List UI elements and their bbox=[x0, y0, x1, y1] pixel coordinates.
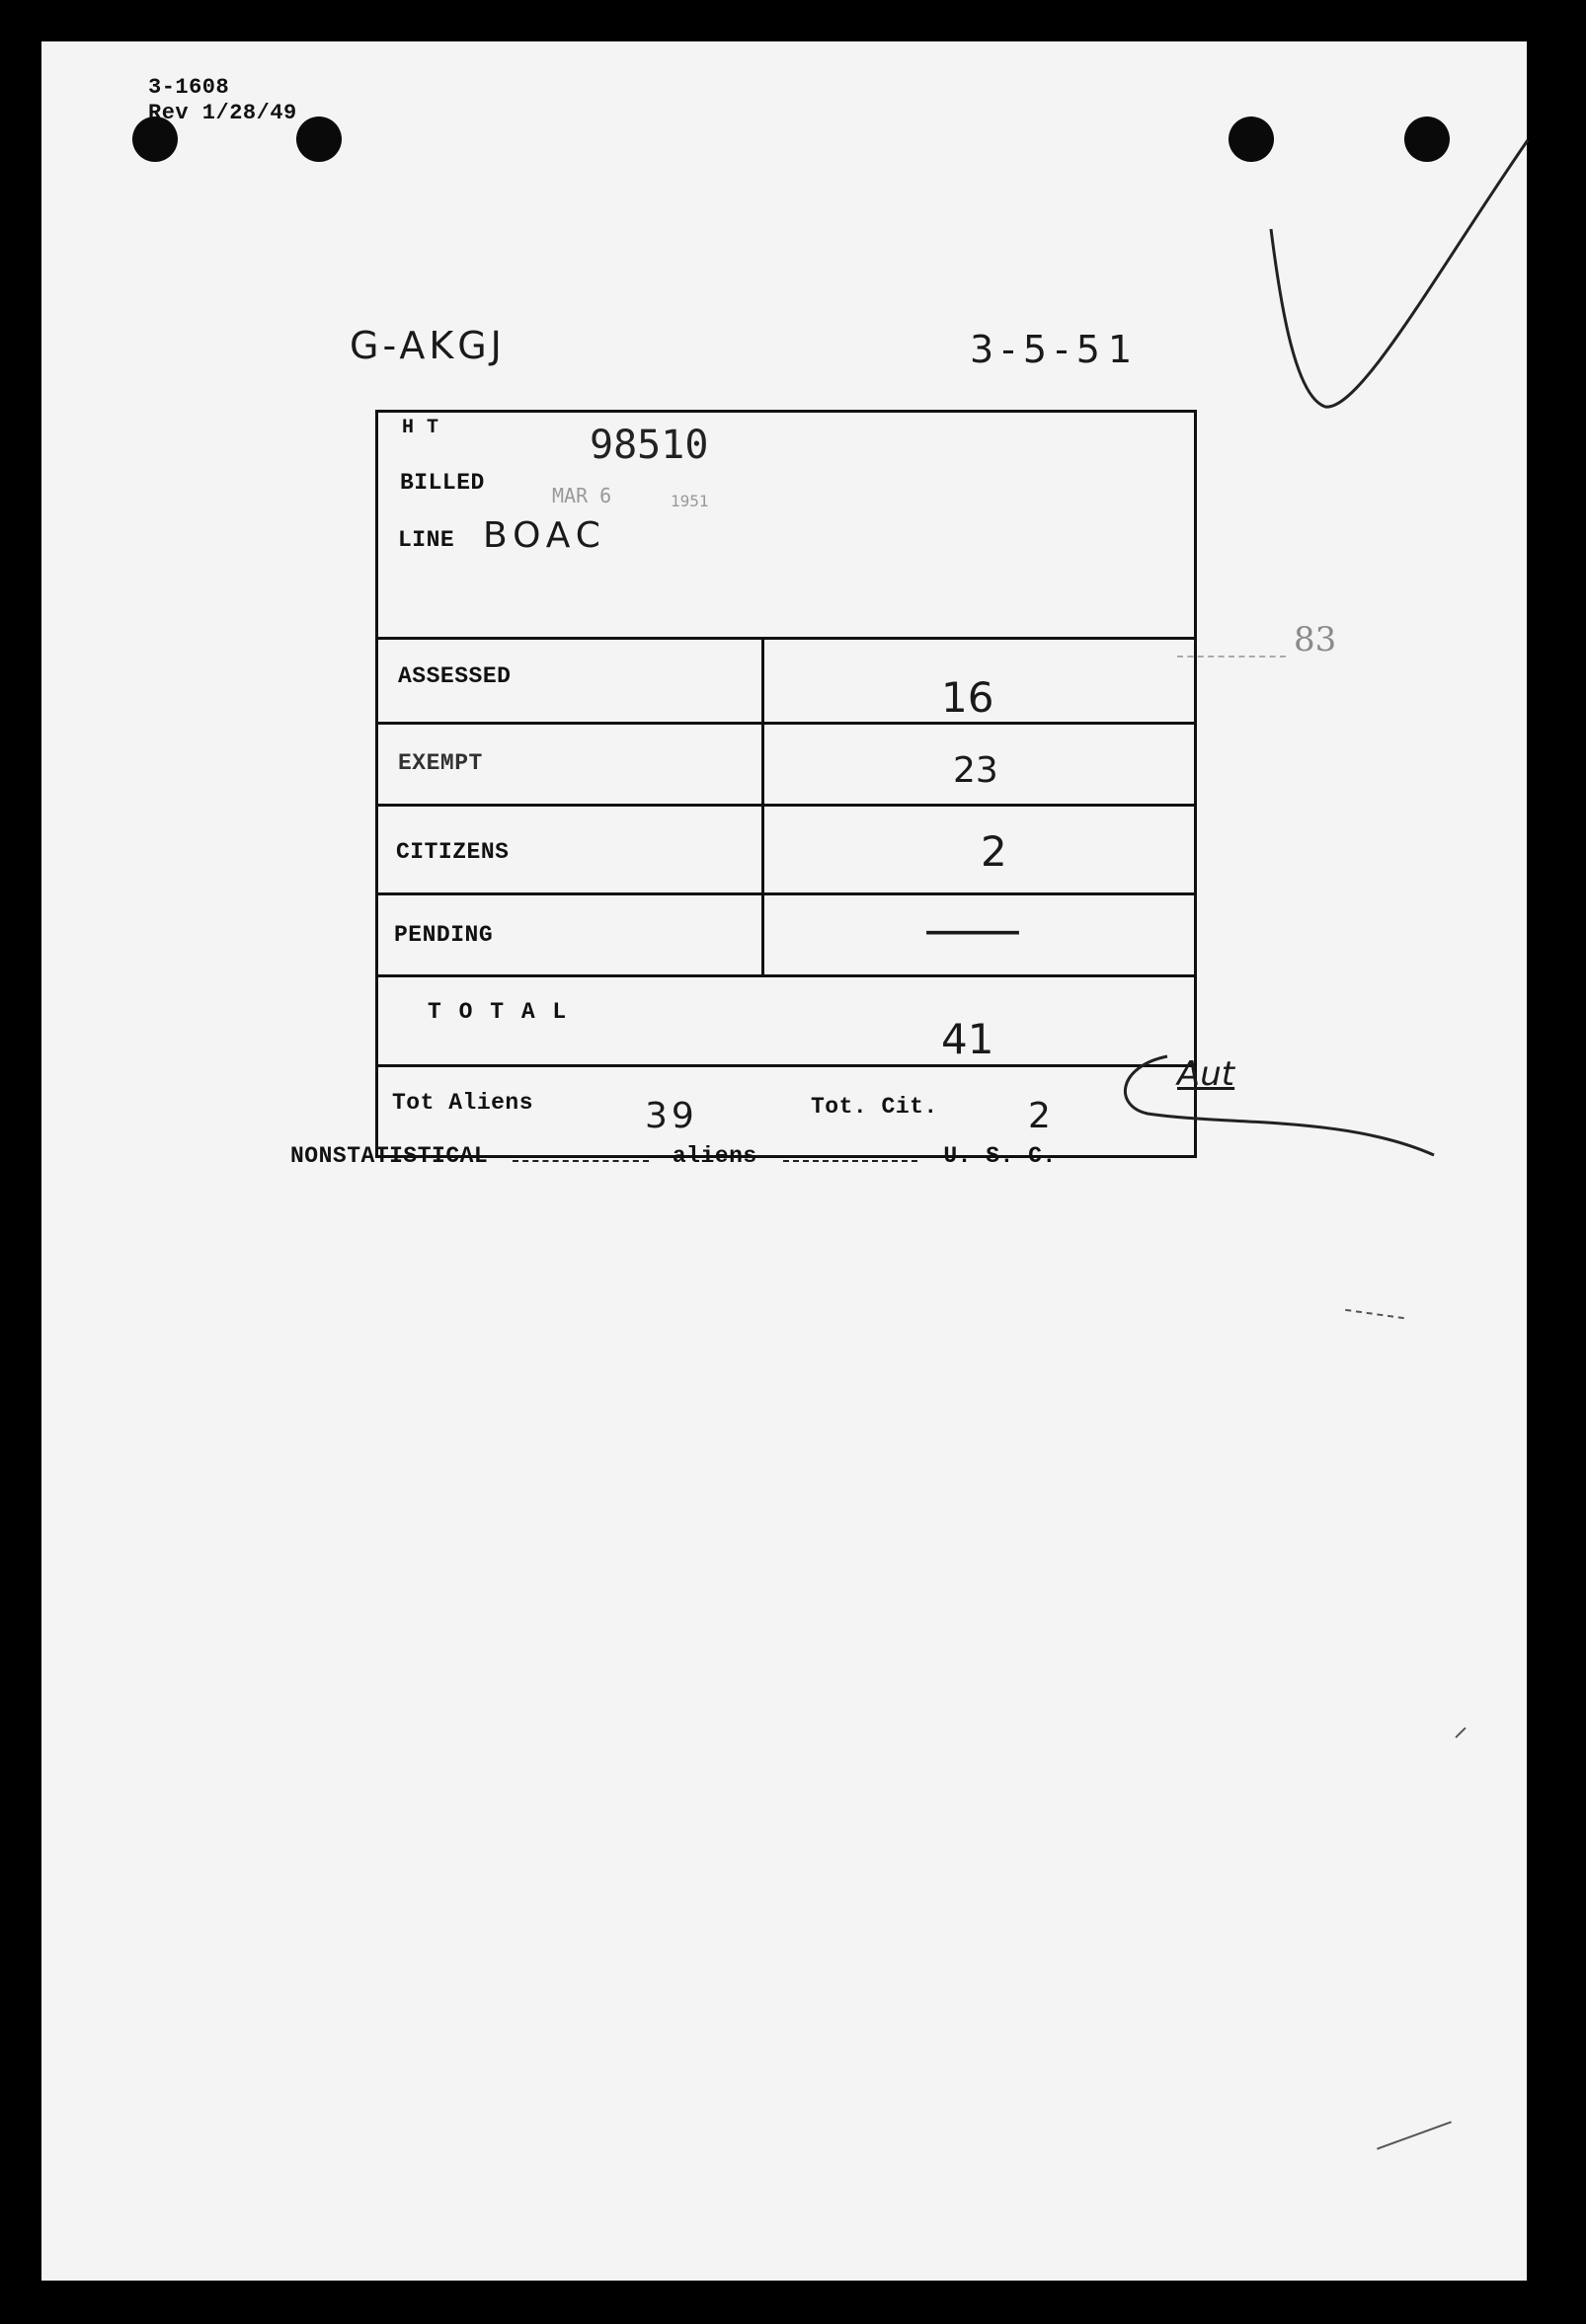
form-revision: Rev 1/28/49 bbox=[148, 101, 297, 125]
tot-aliens-value: 39 bbox=[645, 1096, 698, 1136]
date-handwritten: 3-5-51 bbox=[970, 328, 1141, 371]
billed-label: BILLED bbox=[400, 470, 485, 496]
stray-mark bbox=[1345, 1309, 1404, 1319]
row-value-assessed: 16 bbox=[941, 673, 994, 722]
row-rule-1 bbox=[378, 722, 1194, 725]
ht-label: H T bbox=[402, 417, 439, 439]
row-rule-5 bbox=[378, 1064, 1194, 1067]
line-value-handwritten: BOAC bbox=[483, 515, 606, 556]
line-label: LINE bbox=[398, 527, 455, 553]
document-page bbox=[41, 41, 1527, 2281]
total-value: 41 bbox=[941, 1015, 994, 1063]
table-top-rule bbox=[378, 637, 1194, 640]
row-label-exempt: EXEMPT bbox=[398, 750, 483, 776]
ht-number: 98510 bbox=[590, 423, 709, 468]
row-value-citizens: 2 bbox=[981, 827, 1007, 876]
initials-text: Aut bbox=[1177, 1054, 1235, 1094]
row-value-exempt: 23 bbox=[953, 750, 998, 791]
nonstatistical-blank-2 bbox=[783, 1160, 917, 1162]
registration-handwritten: G-AKGJ bbox=[350, 324, 506, 367]
margin-number: 83 bbox=[1294, 620, 1337, 659]
initials-signature bbox=[1108, 1046, 1444, 1165]
column-divider bbox=[761, 637, 764, 974]
row-label-pending: PENDING bbox=[394, 922, 494, 948]
row-rule-3 bbox=[378, 892, 1194, 895]
billed-stamp-month: MAR 6 bbox=[552, 484, 612, 507]
checkmark-icon bbox=[1241, 111, 1567, 436]
row-rule-2 bbox=[378, 804, 1194, 807]
nonstatistical-label: NONSTATISTICAL bbox=[290, 1143, 489, 1169]
passenger-tally-box bbox=[375, 410, 1197, 1158]
tot-aliens-label: Tot Aliens bbox=[392, 1090, 534, 1116]
row-label-assessed: ASSESSED bbox=[398, 663, 512, 689]
tot-cit-label: Tot. Cit. bbox=[811, 1094, 938, 1120]
punch-hole-left-2 bbox=[296, 116, 342, 162]
form-number: 3-1608 bbox=[148, 75, 230, 100]
usc-label: U. S. C. bbox=[943, 1143, 1057, 1169]
row-value-pending: — bbox=[921, 900, 1024, 960]
row-label-citizens: CITIZENS bbox=[396, 839, 510, 865]
row-rule-4 bbox=[378, 974, 1194, 977]
aliens-label: aliens bbox=[672, 1143, 757, 1169]
nonstatistical-line bbox=[290, 1143, 1057, 1169]
billed-stamp-year: 1951 bbox=[671, 492, 709, 510]
stray-mark bbox=[1377, 2121, 1452, 2149]
nonstatistical-blank-1 bbox=[513, 1160, 649, 1162]
stray-mark bbox=[1455, 1727, 1466, 1738]
total-label: T O T A L bbox=[428, 999, 569, 1025]
tot-cit-value: 2 bbox=[1028, 1096, 1051, 1136]
